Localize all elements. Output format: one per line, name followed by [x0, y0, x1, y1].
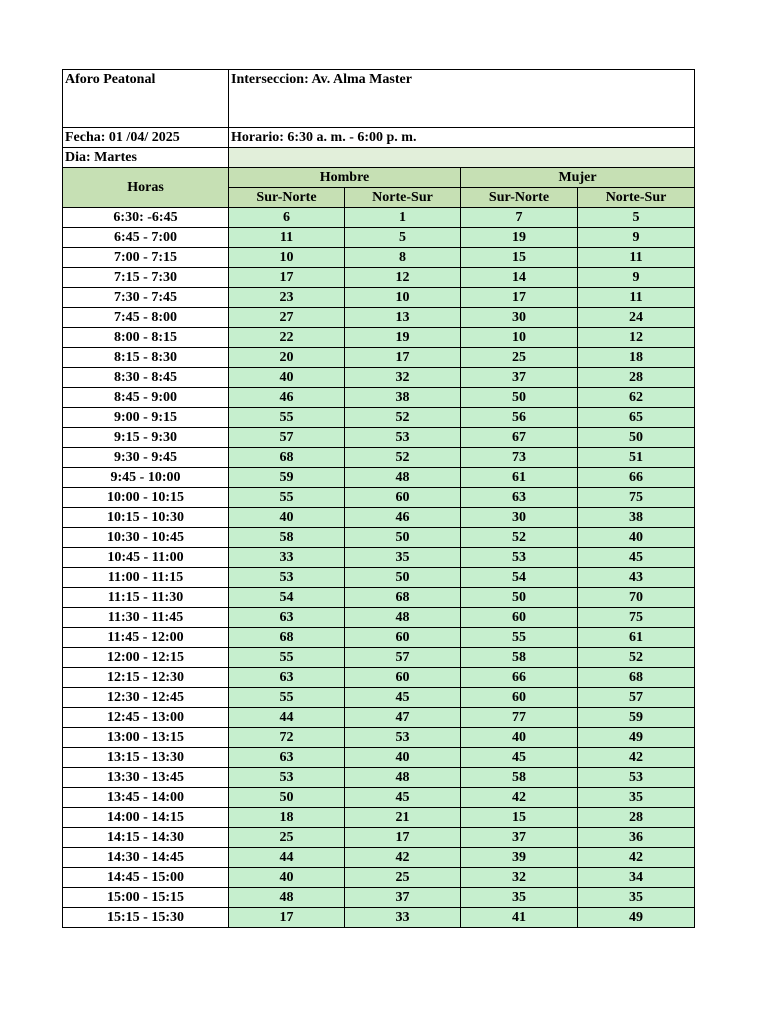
hour-cell: 14:00 - 14:15 [63, 808, 229, 828]
men-north-south-cell: 19 [345, 328, 461, 348]
hour-cell: 13:30 - 13:45 [63, 768, 229, 788]
men-north-south-cell: 60 [345, 628, 461, 648]
table-row [63, 848, 695, 868]
men-north-south-cell: 17 [345, 348, 461, 368]
men-south-north-cell: 40 [229, 868, 345, 888]
women-south-north-cell: 66 [461, 668, 578, 688]
men-north-south-header: Norte-Sur [345, 188, 461, 208]
women-north-south-cell: 9 [578, 228, 695, 248]
men-north-south-cell: 42 [345, 848, 461, 868]
men-south-north-cell: 48 [229, 888, 345, 908]
women-south-north-cell: 14 [461, 268, 578, 288]
pedestrian-count-sheet [62, 69, 694, 928]
women-header: Mujer [461, 168, 695, 188]
women-south-north-cell: 17 [461, 288, 578, 308]
men-south-north-cell: 72 [229, 728, 345, 748]
women-south-north-cell: 58 [461, 768, 578, 788]
table-row [63, 828, 695, 848]
hour-cell: 11:30 - 11:45 [63, 608, 229, 628]
women-south-north-cell: 53 [461, 548, 578, 568]
men-north-south-cell: 13 [345, 308, 461, 328]
women-north-south-cell: 43 [578, 568, 695, 588]
hour-cell: 12:45 - 13:00 [63, 708, 229, 728]
women-south-north-cell: 39 [461, 848, 578, 868]
men-south-north-cell: 53 [229, 568, 345, 588]
women-north-south-cell: 40 [578, 528, 695, 548]
women-south-north-cell: 73 [461, 448, 578, 468]
women-south-north-cell: 32 [461, 868, 578, 888]
women-north-south-cell: 42 [578, 848, 695, 868]
women-north-south-cell: 35 [578, 788, 695, 808]
men-south-north-cell: 17 [229, 908, 345, 928]
women-south-north-cell: 15 [461, 248, 578, 268]
page-title: Aforo Peatonal [63, 70, 229, 128]
table-row [63, 348, 695, 368]
women-south-north-cell: 77 [461, 708, 578, 728]
table-row [63, 428, 695, 448]
men-south-north-cell: 58 [229, 528, 345, 548]
table-row [63, 748, 695, 768]
women-south-north-cell: 60 [461, 688, 578, 708]
men-south-north-cell: 55 [229, 648, 345, 668]
men-south-north-cell: 55 [229, 488, 345, 508]
women-south-north-cell: 15 [461, 808, 578, 828]
men-north-south-cell: 5 [345, 228, 461, 248]
men-south-north-cell: 59 [229, 468, 345, 488]
table-row [63, 768, 695, 788]
hour-cell: 13:45 - 14:00 [63, 788, 229, 808]
table-row [63, 868, 695, 888]
men-south-north-cell: 10 [229, 248, 345, 268]
women-north-south-header: Norte-Sur [578, 188, 695, 208]
men-north-south-cell: 68 [345, 588, 461, 608]
table-row [63, 248, 695, 268]
women-south-north-cell: 50 [461, 388, 578, 408]
women-north-south-cell: 12 [578, 328, 695, 348]
hour-cell: 15:00 - 15:15 [63, 888, 229, 908]
men-south-north-cell: 63 [229, 608, 345, 628]
men-north-south-cell: 60 [345, 488, 461, 508]
table-row [63, 648, 695, 668]
day-label: Dia: Martes [63, 148, 229, 168]
men-north-south-cell: 40 [345, 748, 461, 768]
table-row [63, 808, 695, 828]
women-north-south-cell: 11 [578, 288, 695, 308]
table-row [63, 388, 695, 408]
women-north-south-cell: 28 [578, 808, 695, 828]
men-north-south-cell: 47 [345, 708, 461, 728]
men-north-south-cell: 37 [345, 888, 461, 908]
hour-cell: 14:15 - 14:30 [63, 828, 229, 848]
men-south-north-cell: 53 [229, 768, 345, 788]
men-south-north-cell: 25 [229, 828, 345, 848]
women-south-north-cell: 54 [461, 568, 578, 588]
men-south-north-cell: 63 [229, 668, 345, 688]
table-row [63, 668, 695, 688]
intersection-label: Interseccion: Av. Alma Master [229, 70, 695, 128]
women-north-south-cell: 49 [578, 908, 695, 928]
men-south-north-cell: 17 [229, 268, 345, 288]
women-south-north-cell: 50 [461, 588, 578, 608]
women-north-south-cell: 5 [578, 208, 695, 228]
table-row [63, 568, 695, 588]
men-south-north-cell: 40 [229, 508, 345, 528]
men-north-south-cell: 50 [345, 528, 461, 548]
hour-cell: 8:30 - 8:45 [63, 368, 229, 388]
hour-cell: 12:30 - 12:45 [63, 688, 229, 708]
women-south-north-cell: 61 [461, 468, 578, 488]
men-north-south-cell: 48 [345, 608, 461, 628]
hour-cell: 7:45 - 8:00 [63, 308, 229, 328]
hour-cell: 7:30 - 7:45 [63, 288, 229, 308]
women-south-north-cell: 41 [461, 908, 578, 928]
men-north-south-cell: 57 [345, 648, 461, 668]
women-north-south-cell: 62 [578, 388, 695, 408]
women-north-south-cell: 35 [578, 888, 695, 908]
men-north-south-cell: 21 [345, 808, 461, 828]
men-north-south-cell: 53 [345, 428, 461, 448]
women-north-south-cell: 36 [578, 828, 695, 848]
men-north-south-cell: 1 [345, 208, 461, 228]
table-row [63, 308, 695, 328]
hour-cell: 12:15 - 12:30 [63, 668, 229, 688]
men-north-south-cell: 8 [345, 248, 461, 268]
women-north-south-cell: 45 [578, 548, 695, 568]
date-label: Fecha: 01 /04/ 2025 [63, 128, 229, 148]
table-row [63, 888, 695, 908]
hours-header: Horas [63, 168, 229, 208]
men-north-south-cell: 53 [345, 728, 461, 748]
women-south-north-cell: 19 [461, 228, 578, 248]
women-south-north-header: Sur-Norte [461, 188, 578, 208]
men-south-north-cell: 50 [229, 788, 345, 808]
women-north-south-cell: 11 [578, 248, 695, 268]
women-north-south-cell: 66 [578, 468, 695, 488]
women-north-south-cell: 38 [578, 508, 695, 528]
men-header: Hombre [229, 168, 461, 188]
women-south-north-cell: 55 [461, 628, 578, 648]
hour-cell: 13:15 - 13:30 [63, 748, 229, 768]
table-row [63, 328, 695, 348]
men-north-south-cell: 12 [345, 268, 461, 288]
men-south-north-cell: 23 [229, 288, 345, 308]
men-north-south-cell: 48 [345, 468, 461, 488]
men-north-south-cell: 32 [345, 368, 461, 388]
women-south-north-cell: 30 [461, 508, 578, 528]
women-south-north-cell: 35 [461, 888, 578, 908]
women-south-north-cell: 7 [461, 208, 578, 228]
table-row [63, 528, 695, 548]
table-row [63, 608, 695, 628]
men-south-north-cell: 6 [229, 208, 345, 228]
men-north-south-cell: 52 [345, 448, 461, 468]
men-south-north-cell: 33 [229, 548, 345, 568]
men-south-north-cell: 55 [229, 408, 345, 428]
hour-cell: 11:45 - 12:00 [63, 628, 229, 648]
women-north-south-cell: 68 [578, 668, 695, 688]
men-south-north-cell: 27 [229, 308, 345, 328]
men-north-south-cell: 10 [345, 288, 461, 308]
schedule-label: Horario: 6:30 a. m. - 6:00 p. m. [229, 128, 695, 148]
men-south-north-cell: 55 [229, 688, 345, 708]
men-south-north-cell: 18 [229, 808, 345, 828]
women-north-south-cell: 50 [578, 428, 695, 448]
women-north-south-cell: 53 [578, 768, 695, 788]
women-north-south-cell: 52 [578, 648, 695, 668]
women-north-south-cell: 59 [578, 708, 695, 728]
hour-cell: 8:45 - 9:00 [63, 388, 229, 408]
men-north-south-cell: 17 [345, 828, 461, 848]
empty-band [229, 148, 695, 168]
men-south-north-cell: 63 [229, 748, 345, 768]
women-south-north-cell: 60 [461, 608, 578, 628]
women-south-north-cell: 42 [461, 788, 578, 808]
women-south-north-cell: 63 [461, 488, 578, 508]
hour-cell: 12:00 - 12:15 [63, 648, 229, 668]
hour-cell: 10:00 - 10:15 [63, 488, 229, 508]
women-north-south-cell: 42 [578, 748, 695, 768]
men-south-north-cell: 54 [229, 588, 345, 608]
men-north-south-cell: 50 [345, 568, 461, 588]
men-north-south-cell: 45 [345, 688, 461, 708]
table-row [63, 508, 695, 528]
hour-cell: 6:30: -6:45 [63, 208, 229, 228]
hour-cell: 9:45 - 10:00 [63, 468, 229, 488]
women-north-south-cell: 49 [578, 728, 695, 748]
hour-cell: 9:00 - 9:15 [63, 408, 229, 428]
hour-cell: 8:15 - 8:30 [63, 348, 229, 368]
hour-cell: 11:15 - 11:30 [63, 588, 229, 608]
men-south-north-cell: 11 [229, 228, 345, 248]
women-south-north-cell: 67 [461, 428, 578, 448]
men-south-north-header: Sur-Norte [229, 188, 345, 208]
men-south-north-cell: 44 [229, 708, 345, 728]
women-south-north-cell: 45 [461, 748, 578, 768]
hour-cell: 10:45 - 11:00 [63, 548, 229, 568]
table-row [63, 448, 695, 468]
men-south-north-cell: 46 [229, 388, 345, 408]
hour-cell: 10:15 - 10:30 [63, 508, 229, 528]
men-north-south-cell: 33 [345, 908, 461, 928]
women-south-north-cell: 56 [461, 408, 578, 428]
women-north-south-cell: 28 [578, 368, 695, 388]
table-row [63, 588, 695, 608]
table-row [63, 708, 695, 728]
women-north-south-cell: 75 [578, 488, 695, 508]
men-south-north-cell: 22 [229, 328, 345, 348]
table-row [63, 788, 695, 808]
table-row [63, 368, 695, 388]
women-north-south-cell: 9 [578, 268, 695, 288]
table-row [63, 728, 695, 748]
hour-cell: 13:00 - 13:15 [63, 728, 229, 748]
hour-cell: 15:15 - 15:30 [63, 908, 229, 928]
hour-cell: 9:30 - 9:45 [63, 448, 229, 468]
women-north-south-cell: 34 [578, 868, 695, 888]
men-north-south-cell: 60 [345, 668, 461, 688]
men-north-south-cell: 52 [345, 408, 461, 428]
women-south-north-cell: 25 [461, 348, 578, 368]
women-south-north-cell: 37 [461, 368, 578, 388]
women-north-south-cell: 24 [578, 308, 695, 328]
table-row [63, 408, 695, 428]
table-row [63, 548, 695, 568]
men-north-south-cell: 38 [345, 388, 461, 408]
table-row [63, 688, 695, 708]
table-row [63, 288, 695, 308]
table-row [63, 908, 695, 928]
men-north-south-cell: 45 [345, 788, 461, 808]
hour-cell: 9:15 - 9:30 [63, 428, 229, 448]
women-north-south-cell: 57 [578, 688, 695, 708]
women-north-south-cell: 65 [578, 408, 695, 428]
men-south-north-cell: 57 [229, 428, 345, 448]
women-south-north-cell: 10 [461, 328, 578, 348]
hour-cell: 14:45 - 15:00 [63, 868, 229, 888]
men-north-south-cell: 48 [345, 768, 461, 788]
women-south-north-cell: 37 [461, 828, 578, 848]
hour-cell: 10:30 - 10:45 [63, 528, 229, 548]
men-south-north-cell: 68 [229, 628, 345, 648]
women-north-south-cell: 61 [578, 628, 695, 648]
hour-cell: 7:15 - 7:30 [63, 268, 229, 288]
men-south-north-cell: 20 [229, 348, 345, 368]
women-north-south-cell: 18 [578, 348, 695, 368]
men-north-south-cell: 25 [345, 868, 461, 888]
table-row [63, 628, 695, 648]
hour-cell: 6:45 - 7:00 [63, 228, 229, 248]
women-north-south-cell: 51 [578, 448, 695, 468]
table-row [63, 468, 695, 488]
women-south-north-cell: 52 [461, 528, 578, 548]
table-row [63, 488, 695, 508]
men-south-north-cell: 40 [229, 368, 345, 388]
men-south-north-cell: 68 [229, 448, 345, 468]
women-north-south-cell: 75 [578, 608, 695, 628]
table-row [63, 268, 695, 288]
women-south-north-cell: 40 [461, 728, 578, 748]
women-north-south-cell: 70 [578, 588, 695, 608]
men-north-south-cell: 46 [345, 508, 461, 528]
hour-cell: 14:30 - 14:45 [63, 848, 229, 868]
table-row [63, 228, 695, 248]
hour-cell: 11:00 - 11:15 [63, 568, 229, 588]
women-south-north-cell: 58 [461, 648, 578, 668]
count-table [62, 69, 695, 928]
men-north-south-cell: 35 [345, 548, 461, 568]
hour-cell: 7:00 - 7:15 [63, 248, 229, 268]
hour-cell: 8:00 - 8:15 [63, 328, 229, 348]
men-south-north-cell: 44 [229, 848, 345, 868]
table-row [63, 208, 695, 228]
women-south-north-cell: 30 [461, 308, 578, 328]
